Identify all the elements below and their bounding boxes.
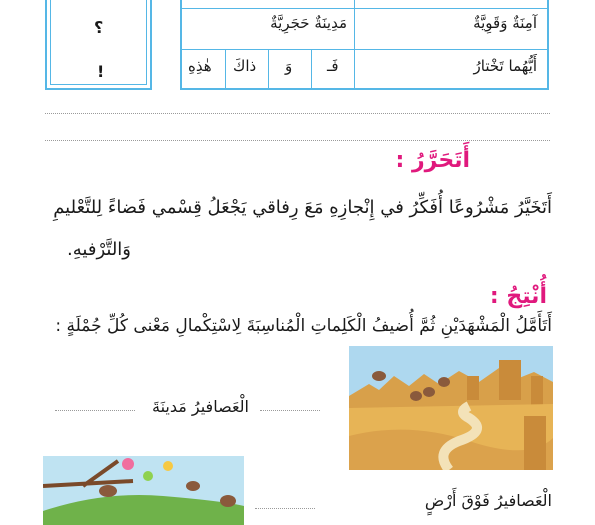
instruction-text: أَتَأَمَّلُ الْمَشْهَدَيْنِ ثُمَّ أُضيفُ الْكَلِماتِ الْمُناسِبَةَ لِاسْتِكْمالِ مَعْنى كُلِّ جُمْلَةٍ : xyxy=(55,316,552,336)
answer-blank[interactable] xyxy=(255,508,315,509)
question-mark: ؟ xyxy=(94,18,104,37)
table-cell: أَيُّهُما تَخْتارُ xyxy=(473,57,537,75)
punctuation-box xyxy=(45,0,152,90)
table-col-divider xyxy=(268,49,269,88)
section-heading-write: أَتَحَرَّرُ : xyxy=(395,148,470,173)
answer-blank[interactable] xyxy=(55,410,135,411)
sentence-fill-2 xyxy=(425,491,552,510)
writing-line[interactable] xyxy=(45,140,550,141)
desert-scene-image xyxy=(349,346,553,470)
section-heading-produce: أُنْتِجُ : xyxy=(489,284,547,309)
table-col-divider xyxy=(225,49,226,88)
table-cell: مَدِينَةٌ حَجَرِيَّةٌ xyxy=(270,14,347,32)
table-option: فَـ xyxy=(327,57,339,75)
table-option: وَ xyxy=(285,57,293,75)
table-col-divider xyxy=(354,49,355,88)
sentence-fill-1 xyxy=(152,397,249,416)
table-row-divider xyxy=(182,8,547,9)
table-cell: آمِنَةٌ وَقَوِيَّةٌ xyxy=(473,14,537,32)
paragraph-line: أَتَخَيَّرُ مَشْرُوعًا أُفَكِّرُ في إِنْجازِهِ مَعَ رِفاقي يَجْعَلُ قِسْمي فَضاءً لِلتَّعْليمِ xyxy=(53,197,552,218)
paragraph-line: وَالتَّرْفيهِ. xyxy=(67,239,131,260)
table-col-divider xyxy=(354,0,355,49)
table-option: هٰذِهِ xyxy=(188,57,212,75)
answer-blank[interactable] xyxy=(260,410,320,411)
table-col-divider xyxy=(311,49,312,88)
writing-line[interactable] xyxy=(45,113,550,114)
options-table xyxy=(180,0,549,90)
sentence-text: الْعَصافيرُ فَوْقَ أَرْضٍ xyxy=(424,491,552,510)
exclamation-mark: ! xyxy=(97,62,105,81)
sentence-text: الْعَصافيرُ مَدينَةَ xyxy=(151,397,249,416)
table-option: ذاكَ xyxy=(233,57,257,75)
table-row-divider xyxy=(182,49,547,50)
spring-scene-image xyxy=(43,456,244,525)
